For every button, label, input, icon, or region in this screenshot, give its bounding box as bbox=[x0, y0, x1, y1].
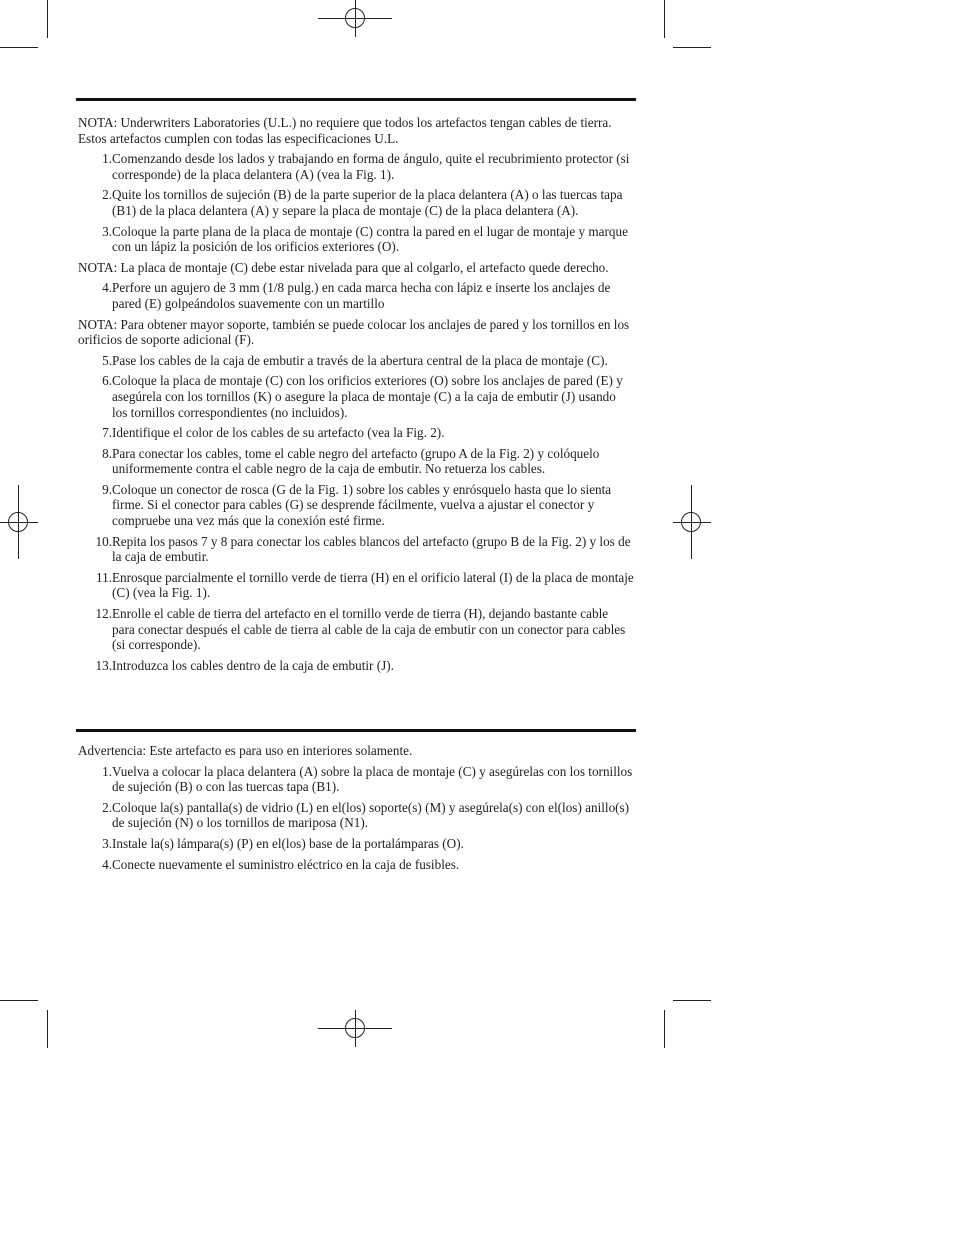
list-item-number: 2. bbox=[102, 187, 112, 203]
registration-circle-right bbox=[681, 512, 701, 532]
list-item-number: 10. bbox=[95, 533, 112, 549]
section-divider-1 bbox=[76, 98, 636, 101]
list-item bbox=[78, 482, 634, 529]
list-item-text: Pase los cables de la caja de embutir a través de la abertura central de la placa de montaje (C). bbox=[112, 352, 608, 368]
list-item bbox=[78, 224, 634, 255]
list-item-number: 1. bbox=[102, 151, 112, 167]
registration-circle-top bbox=[345, 8, 365, 28]
list-item-number: 13. bbox=[95, 657, 112, 673]
list-item-number: 4. bbox=[102, 280, 112, 296]
list-item-number: 1. bbox=[102, 763, 112, 779]
list-item-text: Comenzando desde los lados y trabajando en forma de ángulo, quite el recubrimiento protector (si corresponde) de la placa delantera (A) (vea la Fig. 1). bbox=[112, 151, 630, 182]
note-paragraph: Advertencia: Este artefacto es para uso en interiores solamente. bbox=[78, 743, 413, 758]
list-item-text: Coloque la parte plana de la placa de montaje (C) contra la pared en el lugar de montaje y marque con un lápiz la posición de los orificios exteriores (O). bbox=[112, 223, 628, 255]
list-item bbox=[78, 373, 634, 420]
crop-mark-top-left-vertical bbox=[47, 0, 48, 38]
note-paragraph: NOTA: Para obtener mayor soporte, también se puede colocar los anclajes de pared y los tornillos en los orificios de soporte adicional (F). bbox=[78, 316, 630, 348]
list-item-text: Coloque la(s) pantalla(s) de vidrio (L) en el(los) soporte(s) (M) y asegúrela(s) con el(los) anillo(s) de sujeción (N) o los tornillos de mariposa (N1). bbox=[112, 799, 630, 831]
list-item-text: Quite los tornillos de sujeción (B) de la parte superior de la placa delantera (A) o las tuercas tapa (B1) de la placa delantera (A) y separe la placa de montaje (C) de la placa delantera (A). bbox=[112, 187, 623, 218]
list-item-number: 7. bbox=[102, 425, 112, 441]
list-item bbox=[78, 151, 634, 182]
list-item-number: 12. bbox=[95, 606, 112, 622]
list-item bbox=[78, 425, 634, 441]
crop-mark-bottom-left-vertical bbox=[47, 1010, 48, 1048]
list-item bbox=[78, 570, 634, 601]
list-item bbox=[78, 187, 634, 218]
list-item-text: Introduzca los cables dentro de la caja de embutir (J). bbox=[112, 657, 394, 673]
list-item bbox=[78, 280, 634, 311]
list-item-text: Enrolle el cable de tierra del artefacto en el tornillo verde de tierra (H), dejando bastante cable para conectar después el cable de tierra al cable de la caja de embutir con un conector para cables (si corresponde). bbox=[112, 606, 626, 653]
crop-mark-top-left-horizontal bbox=[0, 47, 38, 48]
list-item bbox=[78, 446, 634, 477]
list-item-number: 9. bbox=[102, 481, 112, 497]
note-paragraph: NOTA: Underwriters Laboratories (U.L.) no requiere que todos los artefactos tengan cables de tierra. Estos artefactos cumplen con todas las especificaciones U.L. bbox=[78, 115, 612, 146]
list-item-number: 2. bbox=[102, 799, 112, 815]
crop-mark-bottom-right-vertical bbox=[664, 1010, 665, 1048]
section-divider-2 bbox=[76, 729, 636, 732]
crop-mark-top-right-vertical bbox=[664, 0, 665, 38]
list-item-text: Instale la(s) lámpara(s) (P) en el(los) base de la portalámparas (O). bbox=[112, 835, 464, 851]
list-item-number: 8. bbox=[102, 445, 112, 461]
registration-circle-bottom bbox=[345, 1018, 365, 1038]
list-item bbox=[78, 658, 634, 674]
list-item-text: Coloque la placa de montaje (C) con los orificios exteriores (O) sobre los anclajes de pared (E) y asegúrela con los tornillos (K) o asegure la placa de montaje (C) a la caja de embutir (J) usando los tornillos correspondientes (no incluidos). bbox=[112, 373, 623, 420]
list-item-number: 11. bbox=[96, 569, 112, 585]
list-item-text: Para conectar los cables, tome el cable negro del artefacto (grupo A de la Fig. 2) y colóquelo uniformemente contra el cable negro de la caja de embutir. No retuerza los cables. bbox=[112, 445, 600, 477]
list-item-text: Coloque un conector de rosca (G de la Fig. 1) sobre los cables y enrósquelo hasta que lo sienta firme. Si el conector para cables (G) se desprende fácilmente, vuelva a ajustar el conector y compruebe una vez más que la conexión esté firme. bbox=[112, 481, 612, 529]
list-item-number: 6. bbox=[102, 373, 112, 389]
registration-circle-left bbox=[8, 512, 28, 532]
list-item-text: Vuelva a colocar la placa delantera (A) sobre la placa de montaje (C) y asegúrelas con los tornillos de sujeción (B) o con las tuercas tapa (B1). bbox=[112, 763, 633, 795]
list-item-number: 3. bbox=[102, 835, 112, 851]
list-item-text: Perfore un agujero de 3 mm (1/8 pulg.) en cada marca hecha con lápiz e inserte los anclajes de pared (E) golpeándolos suavemente con un martillo bbox=[112, 280, 611, 311]
list-item bbox=[78, 836, 634, 852]
list-item bbox=[78, 764, 634, 795]
list-item bbox=[78, 800, 634, 831]
list-item-text: Enrosque parcialmente el tornillo verde de tierra (H) en el orificio lateral (I) de la placa de montaje (C) (vea la Fig. 1). bbox=[112, 569, 634, 601]
crop-mark-bottom-right-horizontal bbox=[673, 1000, 711, 1001]
assembly-section bbox=[78, 743, 634, 877]
crop-mark-top-right-horizontal bbox=[673, 47, 711, 48]
list-item bbox=[78, 534, 634, 565]
list-item bbox=[78, 606, 634, 653]
list-item-text: Conecte nuevamente el suministro eléctrico en la caja de fusibles. bbox=[112, 856, 460, 872]
list-item bbox=[78, 353, 634, 369]
list-item bbox=[78, 857, 634, 873]
installation-section bbox=[78, 115, 634, 678]
note-paragraph: NOTA: La placa de montaje (C) debe estar nivelada para que al colgarlo, el artefacto quede derecho. bbox=[78, 259, 609, 275]
list-item-number: 4. bbox=[102, 856, 112, 872]
list-item-number: 5. bbox=[102, 352, 112, 368]
list-item-number: 3. bbox=[102, 223, 112, 239]
list-item-text: Repita los pasos 7 y 8 para conectar los cables blancos del artefacto (grupo B de la Fig. 2) y los de la caja de embutir. bbox=[112, 533, 631, 565]
list-item-text: Identifique el color de los cables de su artefacto (vea la Fig. 2). bbox=[112, 425, 445, 441]
crop-mark-bottom-left-horizontal bbox=[0, 1000, 38, 1001]
